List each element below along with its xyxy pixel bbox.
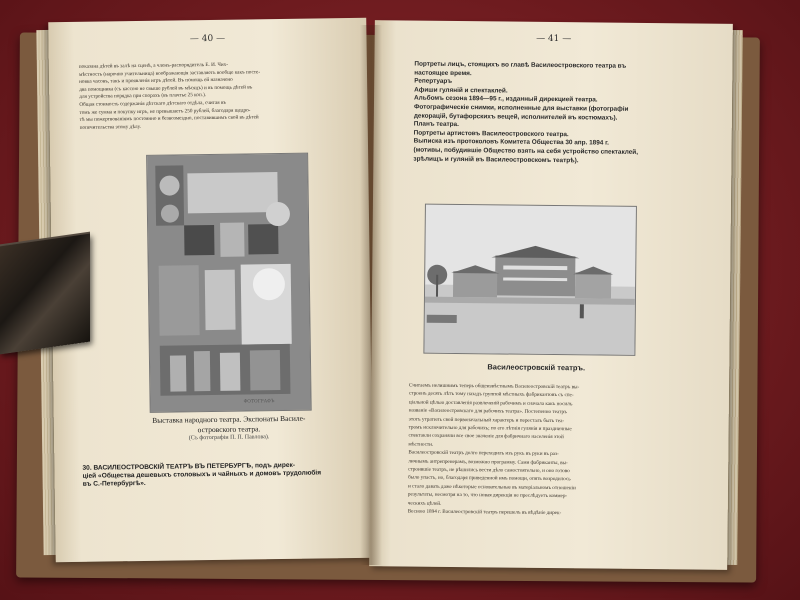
section-heading-line-2: ціей «Общества дешевыхъ столовыхъ и чайныхъ и домовъ трудолюбія [82, 469, 322, 481]
text-line: ческихъ цѣлей. [407, 500, 442, 507]
exhibit-list-item: декорацій, бутафорскихъ вещей, исполнителей въ костюмахъ). [413, 112, 618, 122]
exhibit-photo-graphic [147, 154, 311, 412]
text-line: мѣстности. [408, 441, 434, 448]
caption-line-1: Выставка народного театра. Экспонаты Василе- [152, 413, 306, 425]
left-page [48, 18, 374, 562]
theatre-photo [423, 204, 637, 356]
text-line: Общая стоимость содержанія дѣтскаго дѣтскаго отдѣла, считая въ [79, 99, 226, 108]
exhibit-list-item: Выписка изъ протоколовъ Комитета Общества 30 апр. 1894 г. [413, 137, 609, 147]
exhibit-list-item: (мотивы, побудившіе Общество взять на себя устройство спектаклей, [413, 146, 639, 156]
text-line: Считаемъ нелишнимъ теперь общеизвѣстнымъ Василеостровскій театръ вы- [409, 382, 580, 391]
text-line: было упасть, но, благодаря приведенной имъ помощи, опять возродилось [408, 474, 571, 483]
book-gutter [360, 25, 382, 565]
text-line: ціальной цѣлью доставленія развлеченій рабочимъ и сначала какъ носилъ [408, 399, 573, 408]
text-line: томъ же сумма и покупку игръ, не превышаетъ 250 рублей, благодаря щедро- [79, 107, 251, 116]
text-line: мѣстность (нарочно учительница) воображающія заставляетъ вообще какъ посте- [78, 68, 261, 78]
theatre-photo-graphic [424, 205, 636, 355]
left-photo-caption [124, 413, 334, 444]
exhibit-list-item: Репертуаръ [414, 77, 453, 86]
text-line: новка часовъ, такъ и проявленія игръ дѣтей. Въ помощь ей назначено [79, 76, 233, 86]
right-page [369, 20, 733, 570]
text-line: спектакли сохраняли все свое значеніе для фабричнаго населенія этой [408, 432, 564, 441]
text-line: личнымъ антрепренерамъ, возможно программу. Сами фабриканты, вы- [408, 458, 568, 466]
caption-line-2: островского театра. [197, 423, 261, 434]
photo-credit: ФОТОГРАФЪ [243, 399, 275, 405]
page-number-right: — 41 — [536, 33, 572, 45]
text-line: названіе «Василеостровскаго для рабочихъ театра». Постепенно театръ [408, 407, 567, 416]
text-line: результаты, несмотря на то, что новая дирекція не преслѣдуетъ коммер- [407, 491, 568, 500]
text-line: попечительства этому дѣлу. [79, 123, 142, 131]
exhibit-list-item: Портреты лицъ, стоящихъ во главѣ Василеостровского театра въ [414, 60, 627, 70]
book-stand [0, 234, 90, 355]
text-line: Василеостровскій театръ долго переходилъ изъ рукъ въ руки въ раз- [408, 449, 559, 458]
exhibit-list-item: зрѣлищъ и гуляній въ Василеостровскомъ театрѣ). [413, 155, 579, 164]
exhibit-list-item: настоящее время. [414, 69, 472, 77]
exhibit-list-item: Альбомъ сезона 1894—95 г., изданный дирекцией театра. [414, 94, 598, 104]
text-line: для устройства порядка при спорахъ (въ плачтье 25 коп.). [79, 92, 207, 101]
page-number-left: — 40 — [189, 33, 226, 45]
text-line: два помощника (съ кассою не свыше рублей въ мѣсяцъ) и въ помощь дѣтей въ [79, 84, 253, 93]
text-line: строившіе театръ, не рѣшились вести дѣло самостоятельно, и оно готово [408, 466, 570, 475]
text-line: Весною 1894 г. Василеостровскій театръ перешелъ въ вѣдѣніе дирек- [407, 508, 562, 517]
text-line: тѣ мы пожертвованіямъ постоянно и безвозмездно, поставившимъ свой въ дѣтей [79, 114, 259, 124]
exhibit-list-item: Афиши гуляній и спектаклей. [414, 86, 508, 95]
exhibit-list-item: Портреты артистовъ Василеостровского театра. [413, 129, 569, 138]
exhibit-list-item: Фотографическіе снимки, исполненные для выставки (фотографіи [413, 103, 629, 113]
text-line: и стало давать даже нѣкоторые основательные въ матеріальномъ отношеніи [407, 483, 576, 492]
text-line: строенъ десять лѣтъ тому назадъ группой мѣстныхъ фабрикантовъ съ спе- [408, 390, 574, 399]
theatre-photo-caption: Василеостровскій театръ. [487, 362, 586, 373]
exhibit-photo [146, 153, 312, 413]
exhibit-list-item: Планъ театра. [413, 120, 459, 129]
text-line: тромъ исключительно для рабочихъ; по его лѣтнія гулянія и праздничные [408, 424, 572, 433]
exhibit-list [413, 61, 714, 167]
section-heading [82, 461, 342, 489]
text-line: показана дѣтей въ ɜалѣ на сценѣ, а членъ-распорядитель Е. И. Чих- [78, 61, 228, 70]
caption-source: (Съ фотографіи П. П. Павлова). [188, 434, 270, 442]
section-heading-line-1: 30. ВАСИЛЕОСТРОВСКІЙ ТЕАТРЪ ВЪ ПЕТЕРБУРГѢ, подъ дирек- [82, 461, 296, 472]
section-heading-line-3: въ С.-Петербургѣ». [82, 480, 146, 489]
text-line: этотъ утратилъ свой первоначальный характеръ и пересталъ быть теа- [408, 416, 565, 424]
